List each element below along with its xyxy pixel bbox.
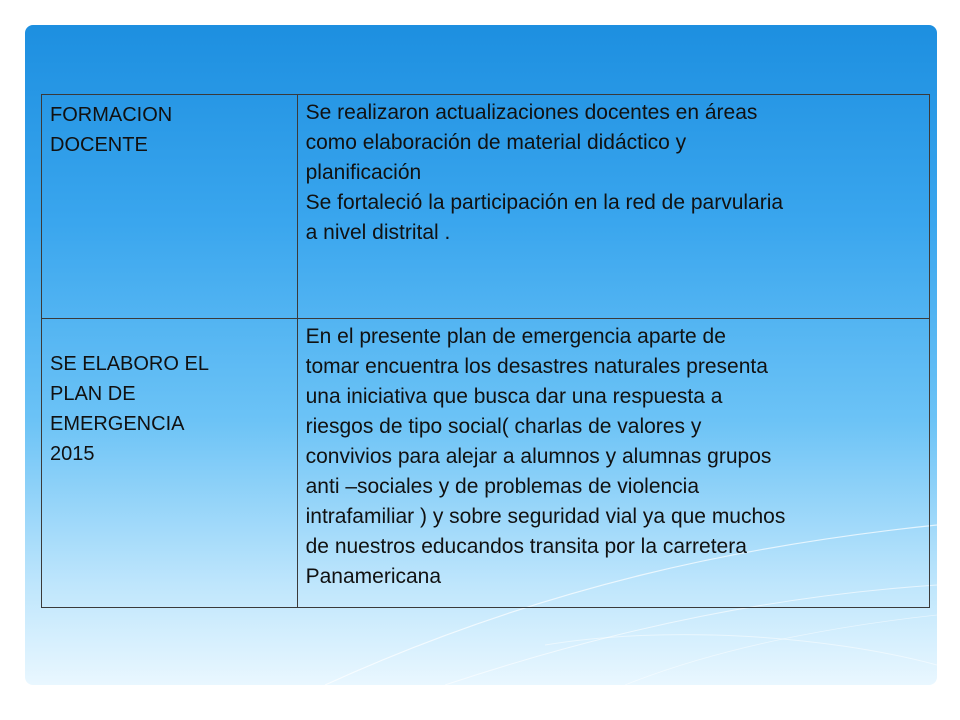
row-description-line: En el presente plan de emergencia aparte de bbox=[305, 325, 726, 348]
row-label-cell bbox=[42, 95, 298, 319]
row-label-line: SE ELABORO EL bbox=[50, 353, 209, 375]
row-description-line: tomar encuentra los desastres naturales presenta bbox=[305, 355, 768, 378]
row-description-line: intrafamiliar ) y sobre seguridad vial ya que muchos bbox=[305, 505, 786, 528]
row-description-line: como elaboración de material didáctico y bbox=[305, 131, 687, 154]
row-description bbox=[298, 319, 929, 592]
row-description-line: de nuestros educandos transita por la carretera bbox=[305, 535, 747, 558]
row-description-line: Panamericana bbox=[305, 565, 442, 588]
row-description-cell bbox=[297, 319, 929, 608]
row-description-cell bbox=[297, 95, 929, 319]
row-label bbox=[42, 319, 297, 469]
row-description bbox=[298, 95, 929, 248]
row-description-line: riesgos de tipo social( charlas de valores y bbox=[305, 415, 702, 438]
table-row bbox=[42, 95, 930, 319]
row-label-line: DOCENTE bbox=[50, 134, 148, 156]
row-description-line: una iniciativa que busca dar una respuesta a bbox=[305, 385, 723, 408]
row-description-line: a nivel distrital . bbox=[305, 221, 451, 244]
row-description-line: planificación bbox=[305, 161, 422, 184]
row-label-line: EMERGENCIA bbox=[50, 413, 185, 435]
row-label-line: 2015 bbox=[50, 443, 95, 465]
row-description-line: Se realizaron actualizaciones docentes en áreas bbox=[305, 101, 758, 124]
row-description-line: anti –sociales y de problemas de violencia bbox=[305, 475, 700, 498]
summary-table bbox=[41, 94, 930, 608]
row-description-line: Se fortaleció la participación en la red de parvularia bbox=[305, 191, 784, 214]
row-label-cell bbox=[42, 319, 298, 608]
row-label-line: FORMACION bbox=[50, 104, 173, 126]
row-description-line: convivios para alejar a alumnos y alumnas grupos bbox=[305, 445, 772, 468]
row-label bbox=[42, 95, 297, 160]
row-label-line: PLAN DE bbox=[50, 383, 136, 405]
table-row bbox=[42, 319, 930, 608]
